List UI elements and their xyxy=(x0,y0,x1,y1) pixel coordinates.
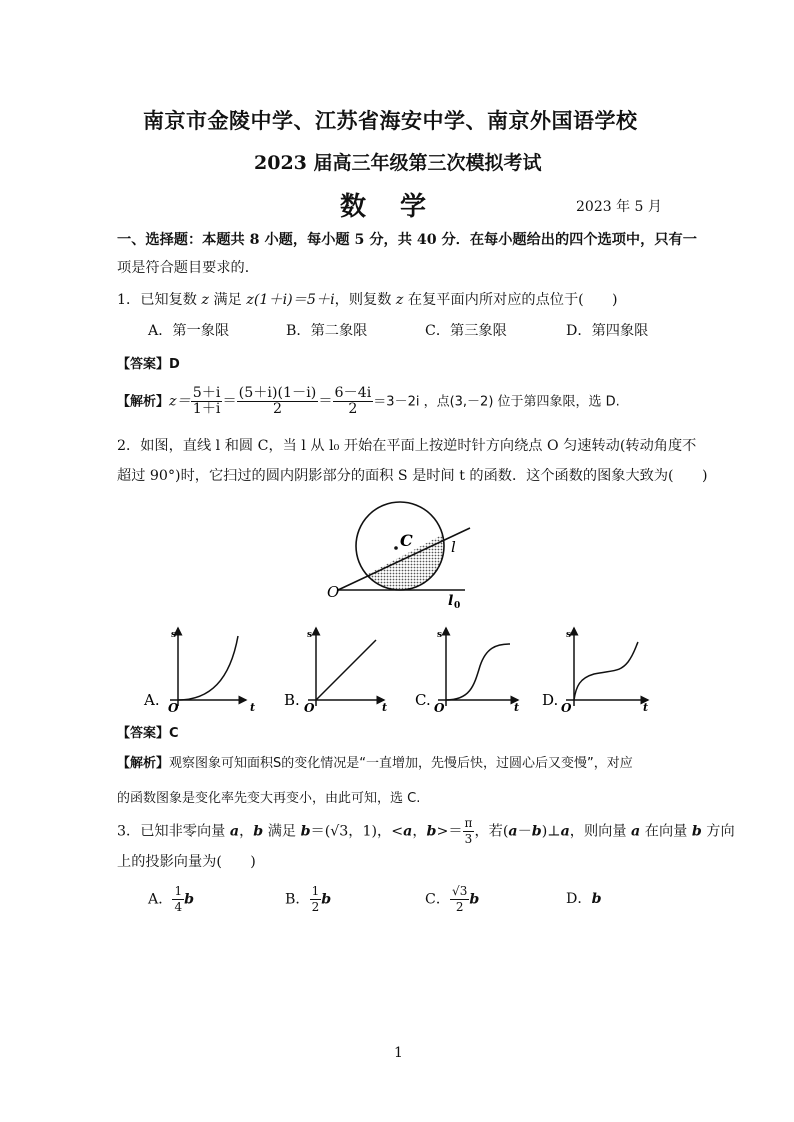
q1-text: 在复平面内所对应的点位于( ) xyxy=(403,292,618,308)
circle-rotation-figure xyxy=(320,500,480,612)
graph-d-x-label: t xyxy=(643,701,649,714)
fraction xyxy=(450,884,469,915)
fraction-denominator: 3 xyxy=(464,832,473,846)
q2-text: 如图，直线 l 和圆 C，当 l 从 l₀ 开始在平面上按逆时针方向绕点 O 匀速转动(转动角度不 xyxy=(140,438,697,454)
question-1 xyxy=(117,290,618,310)
label-O: O xyxy=(327,583,340,601)
graph-b-y-label: s xyxy=(307,630,313,640)
schools-title: 南京市金陵中学、江苏省海安中学、南京外国语学校 xyxy=(143,108,638,133)
q3-text: 方向 xyxy=(701,823,735,840)
answer-tag: 【答案】 xyxy=(117,357,170,372)
q3-option-a xyxy=(148,884,194,915)
exam-title: 2023 届高三年级第三次模拟考试 xyxy=(254,152,542,174)
analysis-tag: 【解析】 xyxy=(117,394,170,410)
vector-a: a xyxy=(508,823,518,840)
vector-b: b xyxy=(531,823,542,840)
vector-b: b xyxy=(253,823,264,840)
graph-b-x-label: t xyxy=(382,701,388,714)
q3-option-d xyxy=(566,889,602,909)
q1-equation: z(1＋i)＝5＋i xyxy=(246,292,335,308)
q1-option-c: C．第三象限 xyxy=(425,323,507,339)
q1-option-b: B．第二象限 xyxy=(286,323,368,339)
fraction xyxy=(191,386,223,417)
center-point xyxy=(394,546,398,550)
fraction-denominator: 1＋i xyxy=(192,401,221,417)
q3-text: ，若( xyxy=(474,823,509,840)
solution-tail: ＝3－2i ，点(3,－2) 位于第四象限，选 D. xyxy=(373,394,620,410)
fraction xyxy=(172,884,184,915)
graph-c-y-label: s xyxy=(437,630,443,640)
q3-text: )⊥ xyxy=(541,823,561,840)
graph-c-x-label: t xyxy=(514,701,520,714)
fraction-numerator: 1 xyxy=(174,884,183,898)
graph-c-origin: O xyxy=(434,701,445,715)
fraction-numerator: 1 xyxy=(311,884,320,898)
fraction xyxy=(463,816,475,847)
vector-b: b xyxy=(300,823,311,840)
answer-graphs xyxy=(140,620,660,720)
graph-d-origin: O xyxy=(561,701,572,715)
vector-a: a xyxy=(631,823,641,840)
page-number: 1 xyxy=(394,1045,403,1061)
option-label: B． xyxy=(285,891,310,908)
solution-lhs: z＝ xyxy=(169,393,191,410)
vector-b: b xyxy=(321,891,332,908)
q1-option-a: A．第一象限 xyxy=(148,323,230,339)
fraction-denominator: 4 xyxy=(174,900,183,914)
curve-b xyxy=(316,640,376,700)
label-l0-subscript: 0 xyxy=(454,601,461,611)
analysis-tag: 【解析】 xyxy=(117,756,170,771)
question-3-line1 xyxy=(117,816,735,847)
question-number: 2． xyxy=(117,438,141,454)
fraction-numerator: (5＋i)(1－i) xyxy=(238,385,317,401)
q1-text: ，则复数 xyxy=(334,292,396,308)
curve-c xyxy=(446,644,510,700)
vector-b: b xyxy=(426,823,437,840)
q2-analysis-line2: 的函数图象是变化率先变大再变小，由此可知，选 C. xyxy=(117,791,421,806)
question-number: 3． xyxy=(117,823,141,840)
q3-text: ， xyxy=(412,823,427,840)
equals-sign: ＝ xyxy=(222,393,237,410)
q2-answer xyxy=(117,722,179,741)
fraction xyxy=(310,884,322,915)
label-C: C xyxy=(400,531,413,550)
q3-option-b xyxy=(285,884,331,915)
exam-date: 2023 年 5 月 xyxy=(576,199,662,215)
question-number: 1． xyxy=(117,292,141,308)
fraction xyxy=(237,386,319,417)
vector-b: b xyxy=(184,891,194,908)
fraction-denominator: 2 xyxy=(348,401,358,417)
graph-b-label: B. xyxy=(284,691,300,709)
equals-sign: ＝ xyxy=(318,393,333,410)
question-2-line2: 超过 90°)时，它扫过的圆内阴影部分的面积 S 是时间 t 的函数．这个函数的图象大致为( ) xyxy=(117,468,708,484)
q1-analysis xyxy=(117,386,620,417)
q3-text: 在向量 xyxy=(640,823,692,840)
option-label: A． xyxy=(148,891,173,908)
graph-c-label: C. xyxy=(415,691,431,709)
fraction xyxy=(333,386,374,417)
graph-b xyxy=(284,628,387,715)
graph-a-x-label: t xyxy=(250,701,256,714)
vector-b: b xyxy=(469,891,480,908)
vector-a: a xyxy=(229,823,240,840)
answer-value: C xyxy=(169,726,179,741)
graph-d-label: D. xyxy=(542,691,559,709)
vector-b: b xyxy=(591,891,602,907)
q3-text: ， xyxy=(239,823,254,840)
section-heading xyxy=(117,230,697,250)
graph-d xyxy=(542,628,648,715)
graph-a-label: A. xyxy=(144,691,160,709)
label-l: l xyxy=(451,538,456,556)
fraction-numerator: √3 xyxy=(452,884,468,898)
question-3-line2: 上的投影向量为( ) xyxy=(117,854,256,870)
q3-text: － xyxy=(517,823,532,840)
fraction-numerator: 6－4i xyxy=(334,385,372,401)
fraction-denominator: 2 xyxy=(311,900,320,914)
q3-text: >＝ xyxy=(436,823,463,840)
q1-text: 已知复数 xyxy=(140,292,202,308)
q1-text: 满足 xyxy=(208,292,247,308)
subject-title: 数学 xyxy=(340,192,461,222)
q3-text: 满足 xyxy=(263,823,301,840)
vector-a: a xyxy=(560,823,570,840)
fraction-denominator: 2 xyxy=(272,401,282,417)
graph-b-origin: O xyxy=(304,701,315,715)
q2-analysis-line1 xyxy=(117,752,633,771)
graph-a-y-label: s xyxy=(171,630,177,640)
vector-a: a xyxy=(403,823,413,840)
fraction-numerator: 5＋i xyxy=(192,385,221,401)
answer-tag: 【答案】 xyxy=(117,726,170,741)
fraction-numerator: π xyxy=(464,816,473,830)
curve-d xyxy=(574,642,638,700)
analysis-text: 观察图象可知面积S的变化情况是“一直增加，先慢后快，过圆心后又变慢”，对应 xyxy=(169,756,633,771)
fraction-denominator: 2 xyxy=(455,900,464,914)
section-instructions-line2: 项是符合题目要求的． xyxy=(117,260,259,276)
q3-text: ＝(√3，1)，< xyxy=(310,823,404,840)
q1-answer xyxy=(117,353,180,372)
graph-c xyxy=(415,628,519,715)
q3-text: 已知非零向量 xyxy=(140,823,230,840)
q3-option-c xyxy=(425,884,479,915)
graph-a xyxy=(143,628,255,715)
var-z: z xyxy=(201,292,209,308)
vector-b: b xyxy=(691,823,702,840)
option-label: C． xyxy=(425,891,451,908)
var-z: z xyxy=(395,292,404,308)
answer-value: D xyxy=(169,357,180,372)
curve-a xyxy=(178,636,238,700)
option-label: D． xyxy=(566,891,592,907)
question-2-line1 xyxy=(117,436,696,456)
section-instructions-line1: 一、选择题：本题共 8 小题，每小题 5 分，共 40 分．在每小题给出的四个选项中，只有一 xyxy=(117,232,697,248)
q3-text: ，则向量 xyxy=(569,823,632,840)
graph-a-origin: O xyxy=(168,701,179,715)
q1-option-d: D．第四象限 xyxy=(566,323,649,339)
graph-d-y-label: s xyxy=(566,630,572,640)
label-l0: l xyxy=(448,593,454,609)
